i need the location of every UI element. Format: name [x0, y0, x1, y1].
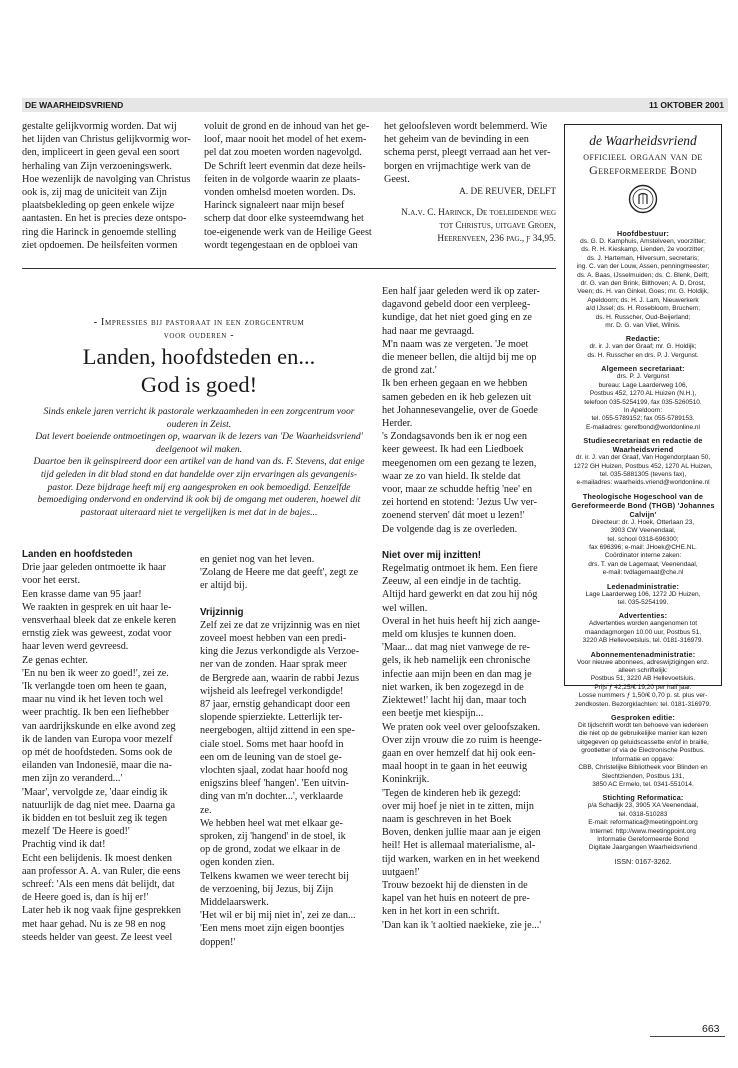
colophon-section-heading: Advertenties:	[618, 611, 668, 621]
colophon-line: ds. J. Harteman, Hilversum, secretaris;	[587, 254, 699, 262]
prev-article-author: A. DE REUVER, DELFT	[459, 187, 556, 198]
colophon-line: a/d IJssel; ds. H. Rosebloom, Bruchem;	[585, 305, 701, 313]
article-kicker	[22, 316, 376, 342]
prev-article-col1	[22, 120, 197, 252]
text-line: naam is geschreven in het Boek	[382, 813, 512, 825]
article-col1-text	[22, 561, 194, 944]
text-line: Daartoe ben ik geïnspireerd door een artikel van de hand van ds. F. Stevens, dat enige	[33, 456, 365, 468]
colophon-line: drs. P. J. Vergunst	[616, 373, 670, 381]
colophon-section	[565, 334, 721, 360]
text-line: ze.	[200, 804, 212, 816]
colophon-line: telefoon 035-5254199, fax 035-5260510.	[584, 398, 702, 406]
article-col3-text	[382, 562, 558, 932]
colophon-line: die niet op de gebruikelijke manier kan lezen	[578, 730, 708, 738]
text-line: den, impliceert in geen geval een soort	[22, 147, 180, 159]
colophon-line: In Apeldoorn:	[623, 406, 663, 414]
text-line: 'Dan kan ik 't aoltied naekieke, zie je...'	[382, 919, 542, 931]
text-line: schreef: 'Als een mens dát belijdt, dat	[22, 879, 175, 891]
text-line: neergebogen, altijd zittend in een spe-	[200, 725, 355, 737]
text-line: Een half jaar geleden werd ik op zater-	[382, 286, 540, 297]
text-line: voor het eerst.	[22, 575, 80, 587]
text-line: Zelf zei ze dat ze vrijzinnig was en niet	[200, 619, 361, 631]
colophon-line: 3850 AC Ermelo, tel. 0341-551014.	[592, 780, 694, 788]
text-line: met haar gehad. Nu is ze 98 en nog	[22, 918, 166, 930]
text-line: en geniet nog van het leven.	[200, 554, 315, 565]
text-line: zei hortend en stotend: 'Jezus Uw ver-	[382, 497, 537, 509]
colophon-line: tel. school 0318-696300;	[607, 535, 679, 543]
colophon-line: alleen schriftelijk:	[618, 667, 668, 675]
text-line: kapel van het huis en noteert de pre-	[382, 893, 530, 905]
text-line: voluit de grond en de inhoud van het ge-	[204, 121, 370, 132]
text-line: die meneer bellen, die altijd bij me op	[382, 352, 537, 364]
text-line: - Impressies bij pastoraat in een zorgcentrum	[93, 317, 305, 328]
article-col3	[382, 285, 558, 932]
colophon-line: e-mail: tvdlagemaat@che.nl	[602, 569, 684, 577]
text-line: de Heere goed is, dan ís hij er!'	[22, 892, 149, 904]
colophon-section	[565, 492, 721, 578]
text-line: meegenomen om een gezang te lezen,	[382, 457, 537, 469]
text-line: de verzoening, bij Jezus, bij Zijn	[200, 883, 334, 895]
colophon-line: Apeldoorn; ds. H. J. Lam, Nieuwerkerk	[587, 296, 699, 304]
colophon-section-heading: Redactie:	[625, 334, 661, 344]
text-line: Herder.	[382, 418, 413, 430]
text-line: aantasten. En het is precies deze ontspo-	[22, 213, 187, 225]
text-line: gels, ik heb namelijk een chronische	[382, 655, 531, 667]
text-line: van aardrijkskunde en elke avond zeg	[22, 720, 176, 732]
colophon-section-heading: Algemeen secretariaat:	[601, 364, 685, 374]
colophon-line: E-mail: reformatica@meetingpoint.org	[588, 819, 698, 827]
text-line: zoveel moest hebben van een predi-	[200, 633, 347, 645]
text-line: op mét de hoofdsteden. Soms ook de	[22, 747, 173, 759]
colophon-line: Losse nummers ƒ 1,50/€ 0,70 p. st. plus ver-	[578, 692, 708, 700]
header-publication: DE WAARHEIDSVRIEND	[25, 100, 124, 110]
text-line: pastor. Deze bijdrage heeft mij erg aangesproken en ook bemoedigd. Eenzelfde	[47, 481, 351, 493]
article-col2	[200, 553, 376, 949]
colophon-line: grootletter of via de Electronische Postbus.	[581, 747, 705, 755]
colophon-line: Veen; ds. H. van Ginkel, Goes; mr. G. Holdijk,	[577, 288, 709, 296]
colophon-line: Informatie en opgave:	[611, 755, 675, 763]
text-line: Ik ben erheen gegaan en we hebben	[382, 378, 528, 390]
text-line: niet warken, ik ben zogezegd in de	[382, 681, 524, 693]
colophon-line: Lage Laarderweg 106, 1272 JD Huizen,	[585, 590, 701, 598]
text-line: deelgenoot wil maken.	[155, 443, 243, 455]
intro-paragraph	[22, 406, 376, 431]
text-line: het geheim van de bevinding in een	[384, 134, 529, 146]
text-line: Drie jaar geleden ontmoette ik haar	[22, 562, 166, 574]
text-line: tijd warken, warken en in het weekend	[382, 853, 540, 865]
subheading-vrijzinnig: Vrijzinnig	[200, 606, 244, 618]
text-line: vlochten sjaal, zodat haar hoofd nog	[200, 765, 348, 777]
text-line: ner van de zonden. Haar sprak meer	[200, 659, 347, 671]
text-line: pastoraat uiteraard niet te vergelijken is met dat in de bajes...	[80, 506, 318, 518]
article-col3-top-text	[382, 285, 558, 536]
colophon-line: fax 696396; e-mail: JHoek@CHE.NL.	[589, 543, 697, 551]
text-line: op de grond, zodat we elkaar in de	[200, 844, 341, 856]
page-number-rule	[650, 1036, 725, 1037]
text-line: 'Het wil er bij mij niet in', zei ze dan...	[200, 910, 356, 922]
text-line: dagavond gebeld door een verpleeg-	[382, 299, 531, 311]
text-line: De volgende dag is ze overleden.	[382, 523, 518, 535]
text-line: wijsheid als leefregel verkondigde!	[200, 685, 344, 697]
text-line: gaan en over hemzelf dat hij ook een-	[382, 747, 536, 759]
text-line: samen gebeden en ik heb gelezen uit	[382, 391, 532, 403]
text-line: vonden omhelsd moeten worden. Ds.	[204, 187, 356, 199]
text-line: feiten in de volgorde waarin ze plaats-	[204, 173, 361, 185]
text-line: Gereformeerde Bond	[589, 163, 697, 177]
colophon-section-heading: Hoofdbestuur:	[616, 229, 670, 238]
colophon-section	[565, 436, 721, 488]
text-line: We raakten in gesprek en uit haar le-	[22, 601, 172, 613]
colophon-line: p/a Schadijk 23, 3905 XA Veenendaal,	[587, 802, 699, 810]
text-line: 'Maar... dat mag niet vanwege de re-	[382, 642, 531, 654]
colophon-line: Voor nieuwe abonnees, adreswijzigingen enz.	[577, 658, 709, 666]
text-line: er altijd bij.	[200, 580, 248, 592]
text-line: keer geweest. Ik had een Liedboek	[382, 444, 524, 456]
colophon-section	[565, 582, 721, 608]
text-line: wordt tegengestaan en de opbloei van	[204, 239, 358, 251]
colophon-line: bureau: Lage Laarderweg 106,	[598, 381, 688, 389]
text-line: ring die Harinck in genoemde stelling	[22, 226, 177, 238]
text-line: Zeeuw, al een eindje in de tachtig.	[382, 576, 522, 588]
text-line: 'Een mens moet zijn eigen boontjes	[200, 923, 345, 935]
text-line: king die Jezus verkondigde als Verzoe-	[200, 646, 360, 658]
colophon-line: 1272 GH Huizen, Postbus 452, 1270 AL Huizen,	[573, 462, 713, 470]
text-line: weer prachtig. Ik ben een liefhebber	[22, 707, 170, 719]
colophon-line: tel. 035-5881305 (tevens fax),	[599, 470, 687, 478]
colophon-line: ds. H. Russcher, Oud-Beijerland;	[595, 313, 691, 321]
text-line: kundige, dat het niet goed ging en ze	[382, 312, 532, 324]
text-line: officieel orgaan van de	[583, 149, 703, 163]
text-line: ding van m'n dochter...', verklaarde	[200, 791, 343, 803]
colophon-line: Directeur: dr. J. Hoek, Otterlaan 23,	[591, 518, 695, 526]
text-line: tijd geleden in dit blad stond en dat handelde over zijn ervaringen als gevangenis-	[40, 468, 358, 480]
text-line: maar nu vind ik het leven toch wel	[22, 694, 164, 706]
text-line: borgen en vrijmachtige werk van de	[384, 160, 531, 172]
colophon-line: Postbus 452, 1270 AL Huizen (N.H.),	[589, 390, 697, 398]
text-line: Telkens kwamen we weer terecht bij	[200, 870, 349, 882]
text-line: Heerenveen, 236 pag., ƒ 34,95.	[437, 234, 556, 245]
colophon-line: E-mailadres: gerefbond@worldonline.nl	[586, 423, 700, 431]
text-line: een beetje met kiespijn...	[382, 708, 484, 720]
text-line: plaatsbekleding op geen enkele wijze	[22, 200, 175, 212]
text-line: 'Maar', vervolgde ze, 'daar eindig ik	[22, 786, 168, 798]
text-line: meld om klusjes te kunnen doen.	[382, 629, 517, 641]
colophon-section	[565, 611, 721, 645]
text-line: God is goed!	[140, 372, 258, 397]
colophon-section	[565, 229, 721, 330]
text-line: ernstig ziek was geweest, zodat voor	[22, 628, 172, 640]
colophon-section-heading: Gesproken editie:	[610, 713, 676, 723]
colophon-line: Coördinator interne zaken:	[604, 552, 682, 560]
text-line: ken in het kort in een schrift.	[382, 906, 500, 918]
article-col2-top-text	[200, 553, 376, 593]
colophon-line: Prijs ƒ 42,25/€ 19,20 per half jaar.	[594, 683, 692, 691]
colophon-line: dr. ir. J. van der Graaf; mr. G. Holdijk;	[589, 343, 697, 351]
colophon-line: ds. R. H. Kieskamp, Lienden, 2e voorzitter;	[581, 246, 705, 254]
text-line: steeds helder van geest. Ze leest veel	[22, 931, 173, 943]
colophon-line: e-mailadres: waarheids.vriend@worldonline.nl	[576, 479, 710, 487]
text-line: men zijn zo veranderd...'	[22, 773, 123, 785]
text-line: had naar me gevraagd.	[382, 325, 475, 337]
colophon-line: ds. G. D. Kamphuis, Amstelveen, voorzitter;	[580, 238, 706, 245]
text-line: natuurlijk de dag niet mee. Daarna ga	[22, 799, 176, 811]
colophon-line: 3220 AB Hellevoetsluis, tel. 0181-316979.	[582, 637, 704, 645]
colophon-box	[564, 124, 722, 866]
text-line: ouderen in Zeist.	[166, 418, 232, 430]
text-line: tot Christus, uitgave Groen,	[439, 221, 556, 232]
text-line: voor, maar ze schudde heftig 'nee' en	[382, 484, 533, 496]
colophon-line: drs. T. van de Lagemaat, Veenendaal,	[588, 560, 698, 568]
colophon-sections	[565, 229, 721, 853]
text-line: het Johannesevangelie, over de Goede	[382, 404, 538, 416]
colophon-line: ds. A. Baas, IJsselmuiden; ds. C. Blenk, Delft;	[577, 271, 709, 279]
text-line: enigszins bleef 'hangen'. 'Een uitvin-	[200, 778, 349, 790]
subheading-landen: Landen en hoofdsteden	[22, 549, 133, 560]
text-line: zoenend sterven' dát moet u lezen!'	[382, 510, 525, 522]
text-line: waar ze zo van hield. Ik stelde dat	[382, 470, 521, 482]
text-line: M'n naam was ze vergeten. 'Je moet	[382, 338, 529, 350]
article-col1	[22, 548, 194, 944]
text-line: haar leven werd gevreesd.	[22, 641, 129, 653]
text-line: een om de leuning van de stoel ge-	[200, 751, 342, 763]
text-line: eilanden van Indonesië, maar die na-	[22, 760, 172, 772]
text-line: 87 jaar, ernstig gehandicapt door een	[200, 699, 351, 711]
colophon-section-heading: Studiesecretariaat en redactie de Waarheidsvriend	[583, 436, 703, 455]
colophon-line: Advertenties worden aangenomen tot	[588, 620, 698, 628]
intro-paragraph	[22, 456, 376, 519]
text-line: 'Ik verlangde toen om heen te gaan,	[22, 681, 167, 693]
text-line: Ze genas echter.	[22, 654, 88, 666]
colophon-line: dr. ir. J. van der Graaf, Van Hogendorplaan 50,	[575, 454, 711, 462]
colophon-line: Internet: http://www.meetingpoint.org	[590, 827, 696, 835]
text-line: Over zijn vrouw die zo ruim is heenge-	[382, 734, 542, 746]
text-line: Ziektewet!' lacht hij dan, maar toch	[382, 695, 527, 707]
text-line: N.a.v. C. Harinck, De toeleidende weg	[401, 208, 556, 219]
text-line: het geloofsleven wordt belemmerd. Wie	[384, 121, 548, 132]
prev-article-col2	[204, 120, 376, 252]
header-date: 11 OKTOBER 2001	[649, 100, 724, 110]
colophon-line: Digitale Jaargangen Waarheidsvriend	[588, 844, 698, 852]
bond-emblem-icon	[628, 184, 658, 214]
colophon-line: Informatie Gereformeerde Bond	[597, 835, 689, 843]
prev-article-citation	[384, 207, 556, 246]
text-line: uutgaen!'	[382, 866, 420, 878]
text-line: Altijd hard gewerkt en dat zou hij nóg	[382, 589, 538, 601]
text-line: infectie aan mijn been en dan mag je	[382, 668, 532, 680]
colophon-line: CBB, Christelijke Bibliotheek voor Blinden en	[578, 764, 708, 772]
text-line: Overal in het huis heeft hij zich aange-	[382, 615, 541, 627]
intro-paragraph	[22, 431, 376, 456]
colophon-section-heading: Ledenadministratie:	[606, 581, 680, 591]
colophon-line: 3903 CW Veenendaal,	[610, 527, 676, 535]
text-line: We hebben heel wat met elkaar ge-	[200, 817, 343, 829]
text-line: pel dat zou moeten worden nagevolgd.	[204, 147, 362, 159]
text-line: voor ouderen -	[163, 330, 235, 341]
text-line: ik bidden en tot besluit zeg ik tegen	[22, 813, 168, 825]
colophon-line: maandagmorgen 10.00 uur, Postbus 51,	[585, 628, 701, 636]
colophon-line: zendkosten. Bezorgklachten: tel. 0181-316979.	[575, 700, 711, 708]
colophon-line: ds. H. Russcher en drs. P. J. Vergunst.	[587, 351, 699, 359]
text-line: Een krasse dame van 95 jaar!	[22, 588, 142, 600]
colophon-line: mr. D. G. van Vliet, Wilnis.	[605, 322, 681, 330]
text-line: Hoe wezenlijk de navolging van Christus	[22, 173, 191, 185]
text-line: We praten ook veel over geloofszaken.	[382, 721, 541, 733]
colophon-line: uitgegeven op geluidscassette en/of in braille,	[577, 738, 709, 746]
colophon-section	[565, 650, 721, 709]
colophon-line: Slechtzienden, Postbus 131,	[601, 772, 685, 780]
article-col2-text	[200, 619, 376, 949]
colophon-line: tel. 0318-510283	[618, 810, 668, 818]
text-line: 'Tegen de kinderen heb ik gezegd:	[382, 787, 521, 799]
page-number: 663	[702, 1023, 720, 1035]
text-line: Echt een belijdenis. Ik moest denken	[22, 852, 172, 864]
text-line: gestalte gelijkvormig worden. Dat wij	[22, 121, 177, 132]
text-line: 'En nu ben ik weer zo goed!', zei ze.	[22, 667, 169, 679]
text-line: 's Zondagsavonds ben ik er nog een	[382, 431, 527, 443]
text-line: herhaling van Zijn verzoeningswerk.	[22, 160, 172, 172]
colophon-section-heading: Abonnementenadministratie:	[590, 649, 696, 659]
text-line: wel willen.	[382, 602, 428, 614]
article-intro	[22, 406, 376, 519]
prev-article-col3	[384, 120, 556, 246]
text-line: ogen konden zien.	[200, 857, 275, 869]
text-line: het lijden van Christus gelijkvormig wor-	[22, 134, 191, 146]
text-line: bemoediging ondervond en ondervind ik ook bij de omgang met ouderen, hoewel dit	[37, 494, 361, 506]
colophon-line: tel. 035-5254199.	[617, 599, 669, 606]
text-line: Landen, hoofdsteden en...	[82, 344, 316, 369]
colophon-line: tel. 055-5789152; fax 055-5789153.	[591, 415, 695, 423]
running-header	[22, 98, 728, 112]
text-line: doppen!'	[200, 936, 236, 948]
colophon-section	[565, 364, 721, 432]
text-line: Boven, denken jullie maar aan je eigen	[382, 827, 541, 839]
colophon-line: Postbus 51, 3220 AB Hellevoetsluis.	[590, 675, 696, 683]
text-line: de Bergrede aan, waarin de rabbi Jezus	[200, 672, 360, 684]
section-divider	[22, 268, 556, 269]
text-line: Dat levert boeiende ontmoetingen op, waarvan ik de lezers van 'De Waarheidsvriend'	[35, 431, 363, 443]
colophon-line: Dit tijdschrift wordt ten behoeve van iedereen	[577, 722, 709, 730]
colophon-line: ing. C. van der Louw, Assen, penningmeester;	[576, 263, 710, 271]
text-line: schema perst, pleegt verraad aan het ver-	[384, 147, 551, 159]
text-line: heil! Het is allemaal materialisme, al-	[382, 840, 536, 852]
text-line: ciale stoel. Soms met haar hoofd in	[200, 738, 344, 750]
colophon-subtitle	[565, 149, 721, 177]
text-line: 'Zolang de Heere me dat geeft', zegt ze	[200, 567, 359, 579]
text-line: maal hoopt in te gaan in het eeuwig	[382, 761, 528, 773]
prev-article-col3-text	[384, 120, 556, 186]
text-line: scherp dat door elke systeemdwang het	[204, 213, 364, 225]
text-line: Trouw bezoekt hij de diensten in de	[382, 879, 528, 891]
text-line: vensverhaal bleek dat ze enkele keren	[22, 615, 177, 627]
text-line: Regelmatig ontmoet ik hem. Een fiere	[382, 563, 538, 575]
text-line: De Schrift leert evenmin dat deze heils-	[204, 160, 366, 172]
subheading-niet-over-mij: Niet over mij inzitten!	[382, 549, 482, 561]
text-line: slopende spierziekte. Letterlijk ter-	[200, 712, 343, 724]
text-line: Sinds enkele jaren verricht ik pastorale werkzaamheden in een zorgcentrum voor	[43, 406, 355, 417]
text-line: mezelf 'De Heere is goed!'	[22, 826, 130, 838]
text-line: ik de landen van Europa voor mezelf	[22, 733, 173, 745]
colophon-masthead: de Waarheidsvriend	[589, 133, 697, 148]
text-line: aan professor A. A. van Ruler, die eens	[22, 865, 181, 877]
text-line: over mij hoef je niet in te zitten, mijn	[382, 800, 534, 812]
article-title	[22, 343, 376, 399]
colophon-section-heading: Theologische Hogeschool van de Gereformeerde Bond (THGB) 'Johannes Calvijn'	[571, 491, 715, 519]
colophon-section	[565, 713, 721, 789]
colophon-issn: ISSN: 0167-3262.	[614, 856, 672, 866]
text-line: ziet opdoemen. De heilsfeiten vormen	[22, 239, 178, 251]
text-line: Koninkrijk.	[382, 774, 430, 786]
text-line: loof, maar nooit het model of het exem-	[204, 134, 367, 146]
text-line: Middelaarswerk.	[200, 897, 269, 909]
text-line: ook is, zij mag de uniciteit van Zijn	[22, 187, 167, 199]
text-line: Prachtig vind ik dat!	[22, 839, 106, 851]
text-line: Geest.	[384, 173, 410, 185]
colophon-section-heading: Stichting Reformatica:	[602, 793, 684, 803]
text-line: toe-eigenende werk van de Heilige Geest	[204, 226, 372, 238]
colophon-section	[565, 793, 721, 852]
text-line: de grond zat.'	[382, 365, 437, 377]
text-line: Later heb ik nog vaak fijne gesprekken	[22, 905, 181, 917]
colophon-line: dr. G. van den Brink, Bilthoven; A. D. Drost,	[580, 280, 706, 288]
text-line: Harinck signaleert naar mijn besef	[204, 200, 345, 212]
text-line: sproken, zij 'hangend' in de stoel, ik	[200, 831, 346, 843]
